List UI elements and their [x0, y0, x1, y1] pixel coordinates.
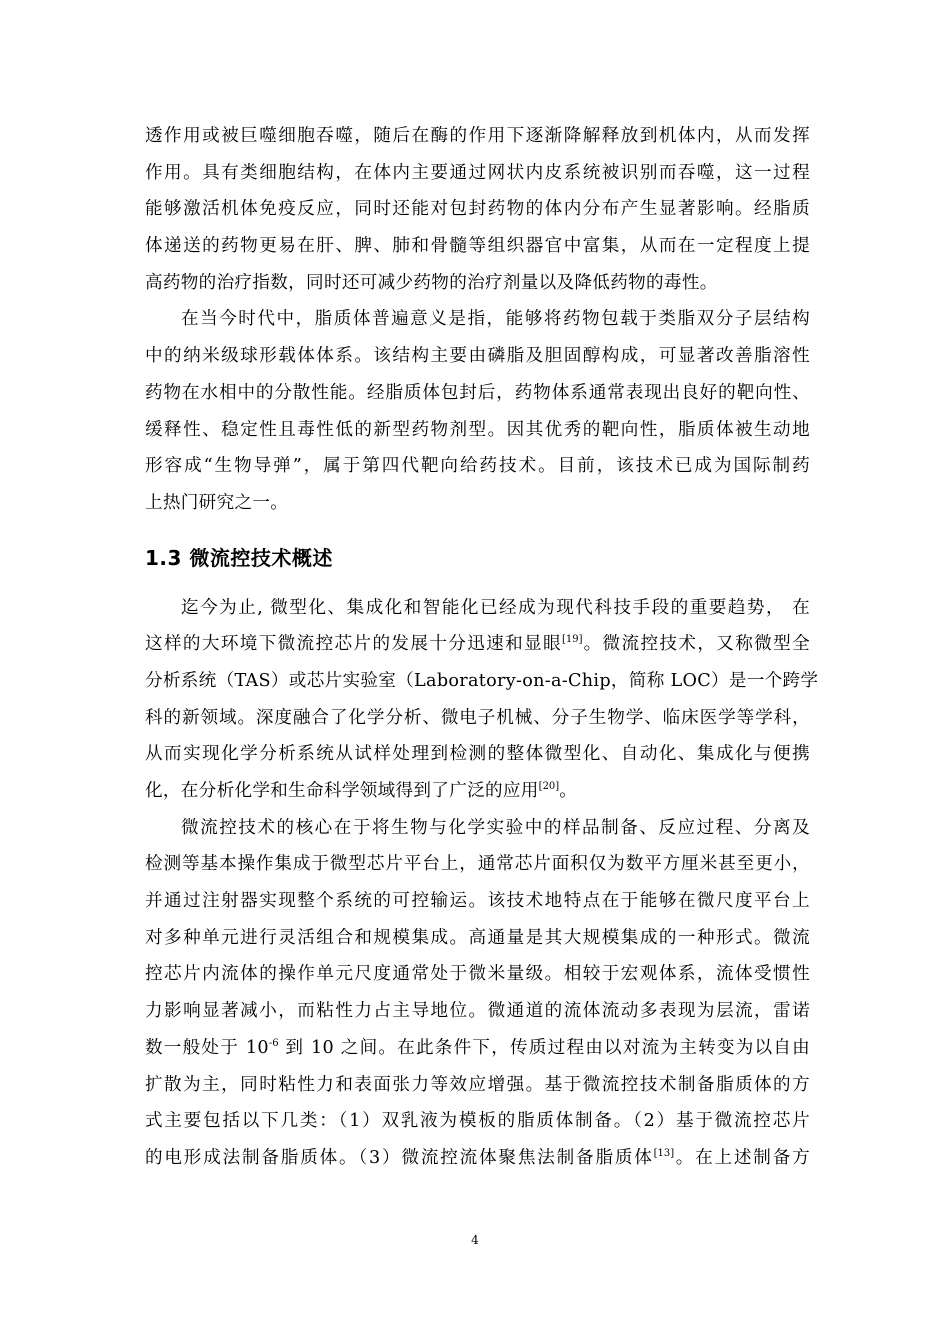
paragraph-liposome-definition: [145, 301, 810, 521]
text-line: 上热门研究之一。: [145, 492, 289, 513]
text-line: 作用。具有类细胞结构，在体内主要通过网状内皮系统被识别而吞噬，这一过程: [145, 162, 810, 183]
paragraph-microfluidics-overview: [145, 590, 819, 810]
text-line: 缓释性、稳定性且毒性低的新型药物剂型。因其优秀的靶向性，脂质体被生动地: [145, 419, 810, 440]
text-line: 分析系统（TAS）或芯片实验室（Laboratory-on-a-Chip，简称 LOC）是一个跨学: [145, 670, 819, 691]
text-line: 从而实现化学分析系统从试样处理到检测的整体微型化、自动化、集成化与便携: [145, 744, 810, 765]
text-run: 化，在分析化学和生命科学领域得到了广泛的应用: [145, 781, 539, 801]
citation-ref: [20]: [538, 781, 560, 792]
text-line: 能够激活机体免疫反应，同时还能对包封药物的体内分布产生显著影响。经脂质: [145, 199, 810, 220]
text-run: 到 10 之间。在此条件下，传质过程由以对流为主转变为以自由: [278, 1037, 810, 1058]
text-line: 式主要包括以下几类：（1）双乳液为模板的脂质体制备。（2）基于微流控芯片: [145, 1111, 810, 1132]
text-run: 。: [559, 781, 578, 801]
text-line: [145, 626, 810, 663]
text-run: 数一般处于 10: [145, 1037, 269, 1058]
text-line: [145, 1030, 810, 1067]
citation-ref: [19]: [562, 634, 583, 646]
citation-ref: [13]: [653, 1147, 675, 1159]
text-run: 的电形成法制备脂质体。（3）微流控流体聚焦法制备脂质体: [145, 1147, 654, 1168]
text-line: 微流控技术的核心在于将生物与化学实验中的样品制备、反应过程、分离及: [181, 817, 810, 838]
text-line: [145, 1140, 810, 1177]
text-line: 对多种单元进行灵活组合和规模集成。高通量是其大规模集成的一种形式。微流: [145, 927, 810, 948]
text-run: 。微流控技术，又称微型全: [582, 634, 810, 655]
text-line: 力影响显著减小，而粘性力占主导地位。微通道的流体流动多表现为层流，雷诺: [145, 1001, 810, 1022]
page-number: 4: [471, 1233, 479, 1247]
section-heading: 1.3 微流控技术概述: [145, 545, 333, 570]
text-line: 并通过注射器实现整个系统的可控输运。该技术地特点在于能够在微尺度平台上: [145, 891, 810, 912]
text-line: 中的纳米级球形载体体系。该结构主要由磷脂及胆固醇构成，可显著改善脂溶性: [145, 346, 810, 367]
text-line: 控芯片内流体的操作单元尺度通常处于微米量级。相较于宏观体系，流体受惯性: [145, 964, 810, 985]
text-line: 高药物的治疗指数，同时还可减少药物的治疗剂量以及降低药物的毒性。: [145, 272, 718, 293]
text-line: 透作用或被巨噬细胞吞噬，随后在酶的作用下逐渐降解释放到机体内，从而发挥: [145, 126, 810, 146]
text-run: 。在上述制备方: [674, 1147, 810, 1168]
body-text: [145, 118, 819, 1177]
exponent: -6: [268, 1037, 279, 1049]
text-line: 药物在水相中的分散性能。经脂质体包封后，药物体系通常表现出良好的靶向性、: [145, 382, 810, 403]
text-run: 这样的大环境下微流控芯片的发展十分迅速和显眼: [145, 634, 562, 655]
text-line: 科的新领域。深度融合了化学分析、微电子机械、分子生物学、临床医学等学科，: [145, 707, 810, 728]
text-line: 迄今为止, 微型化、集成化和智能化已经成为现代科技手段的重要趋势， 在: [181, 597, 810, 618]
paragraph-microfluidics-core: [145, 810, 810, 1177]
text-line: 体递送的药物更易在肝、脾、肺和骨髓等组织器官中富集，从而在一定程度上提: [145, 236, 810, 257]
text-line: [145, 773, 810, 810]
text-line: 在当今时代中，脂质体普遍意义是指，能够将药物包载于类脂双分子层结构: [181, 309, 810, 330]
text-line: 形容成“生物导弹”，属于第四代靶向给药技术。目前，该技术已成为国际制药: [145, 456, 810, 477]
text-line: 扩散为主，同时粘性力和表面张力等效应增强。基于微流控技术制备脂质体的方: [145, 1074, 810, 1095]
text-line: 检测等基本操作集成于微型芯片平台上，通常芯片面积仅为数平方厘米甚至更小，: [145, 854, 810, 875]
paragraph-liposome-function: [145, 118, 810, 301]
